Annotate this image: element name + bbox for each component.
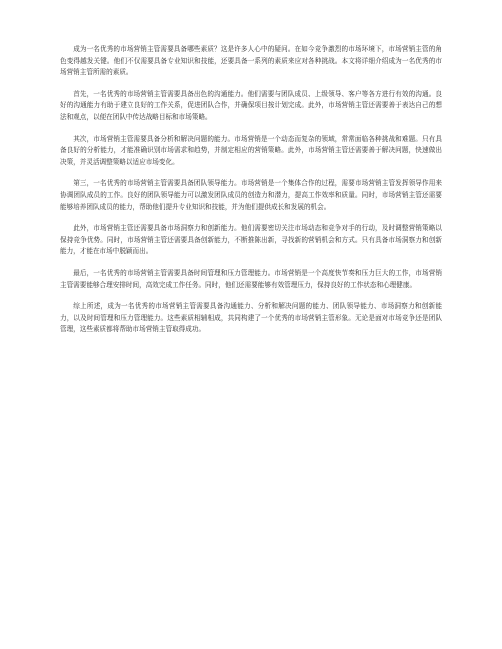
document-page xyxy=(60,44,442,346)
paragraph-analysis: 其次，市场营销主管需要具备分析和解决问题的能力。市场营销是一个动态而复杂的领域，常常面临各种挑战和难题。只有具备良好的分析能力，才能准确识别市场需求和趋势，并制定相应的营销策略。此外，市场营销主管还需要善于解决问题，快速做出决策，并灵活调整策略以适应市场变化。 xyxy=(60,134,442,166)
paragraph-conclusion: 综上所述，成为一名优秀的市场营销主管需要具备沟通能力、分析和解决问题的能力、团队领导能力、市场洞察力和创新能力，以及时间管理和压力管理能力。这些素质相辅相成，共同构建了一个优秀的市场营销主管形象。无论是面对市场竞争还是团队管理，这些素质都将帮助市场营销主管取得成功。 xyxy=(60,302,442,334)
paragraph-communication: 首先，一名优秀的市场营销主管需要具备出色的沟通能力。他们需要与团队成员、上级领导、客户等各方进行有效的沟通。良好的沟通能力有助于建立良好的工作关系，促进团队合作，并确保项目按计划完成。此外，市场营销主管还需要善于表达自己的想法和观点，以便在团队中传达战略目标和市场策略。 xyxy=(60,89,442,121)
paragraph-time-management: 最后，一名优秀的市场营销主管需要具备时间管理和压力管理能力。市场营销是一个高度快节奏和压力巨大的工作，市场营销主管需要能够合理安排时间，高效完成工作任务。同时，他们还需要能够有效管理压力，保持良好的工作状态和心理健康。 xyxy=(60,268,442,289)
paragraph-intro: 成为一名优秀的市场营销主管需要具备哪些素质？这是许多人心中的疑问。在如今竞争激烈的市场环境下，市场营销主管的角色变得越发关键。他们不仅需要具备专业知识和技能，还要具备一系列的素质来应对各种挑战。本文将详细介绍成为一名优秀的市场营销主管所需的素质。 xyxy=(60,45,442,77)
paragraph-leadership: 第三，一名优秀的市场营销主管需要具备团队领导能力。市场营销是一个集体合作的过程，需要市场营销主管发挥领导作用来协调团队成员的工作。良好的团队领导能力可以激发团队成员的创造力和潜力，提高工作效率和质量。同时，市场营销主管还需要能够培养团队成员的能力，帮助他们提升专业知识和技能，并为他们提供成长和发展的机会。 xyxy=(60,179,442,211)
paragraph-insight: 此外，市场营销主管还需要具备市场洞察力和创新能力。他们需要密切关注市场动态和竞争对手的行动，及时调整营销策略以保持竞争优势。同时，市场营销主管还需要具备创新能力，不断推陈出新，寻找新的营销机会和方式。只有具备市场洞察力和创新能力，才能在市场中脱颖而出。 xyxy=(60,224,442,256)
